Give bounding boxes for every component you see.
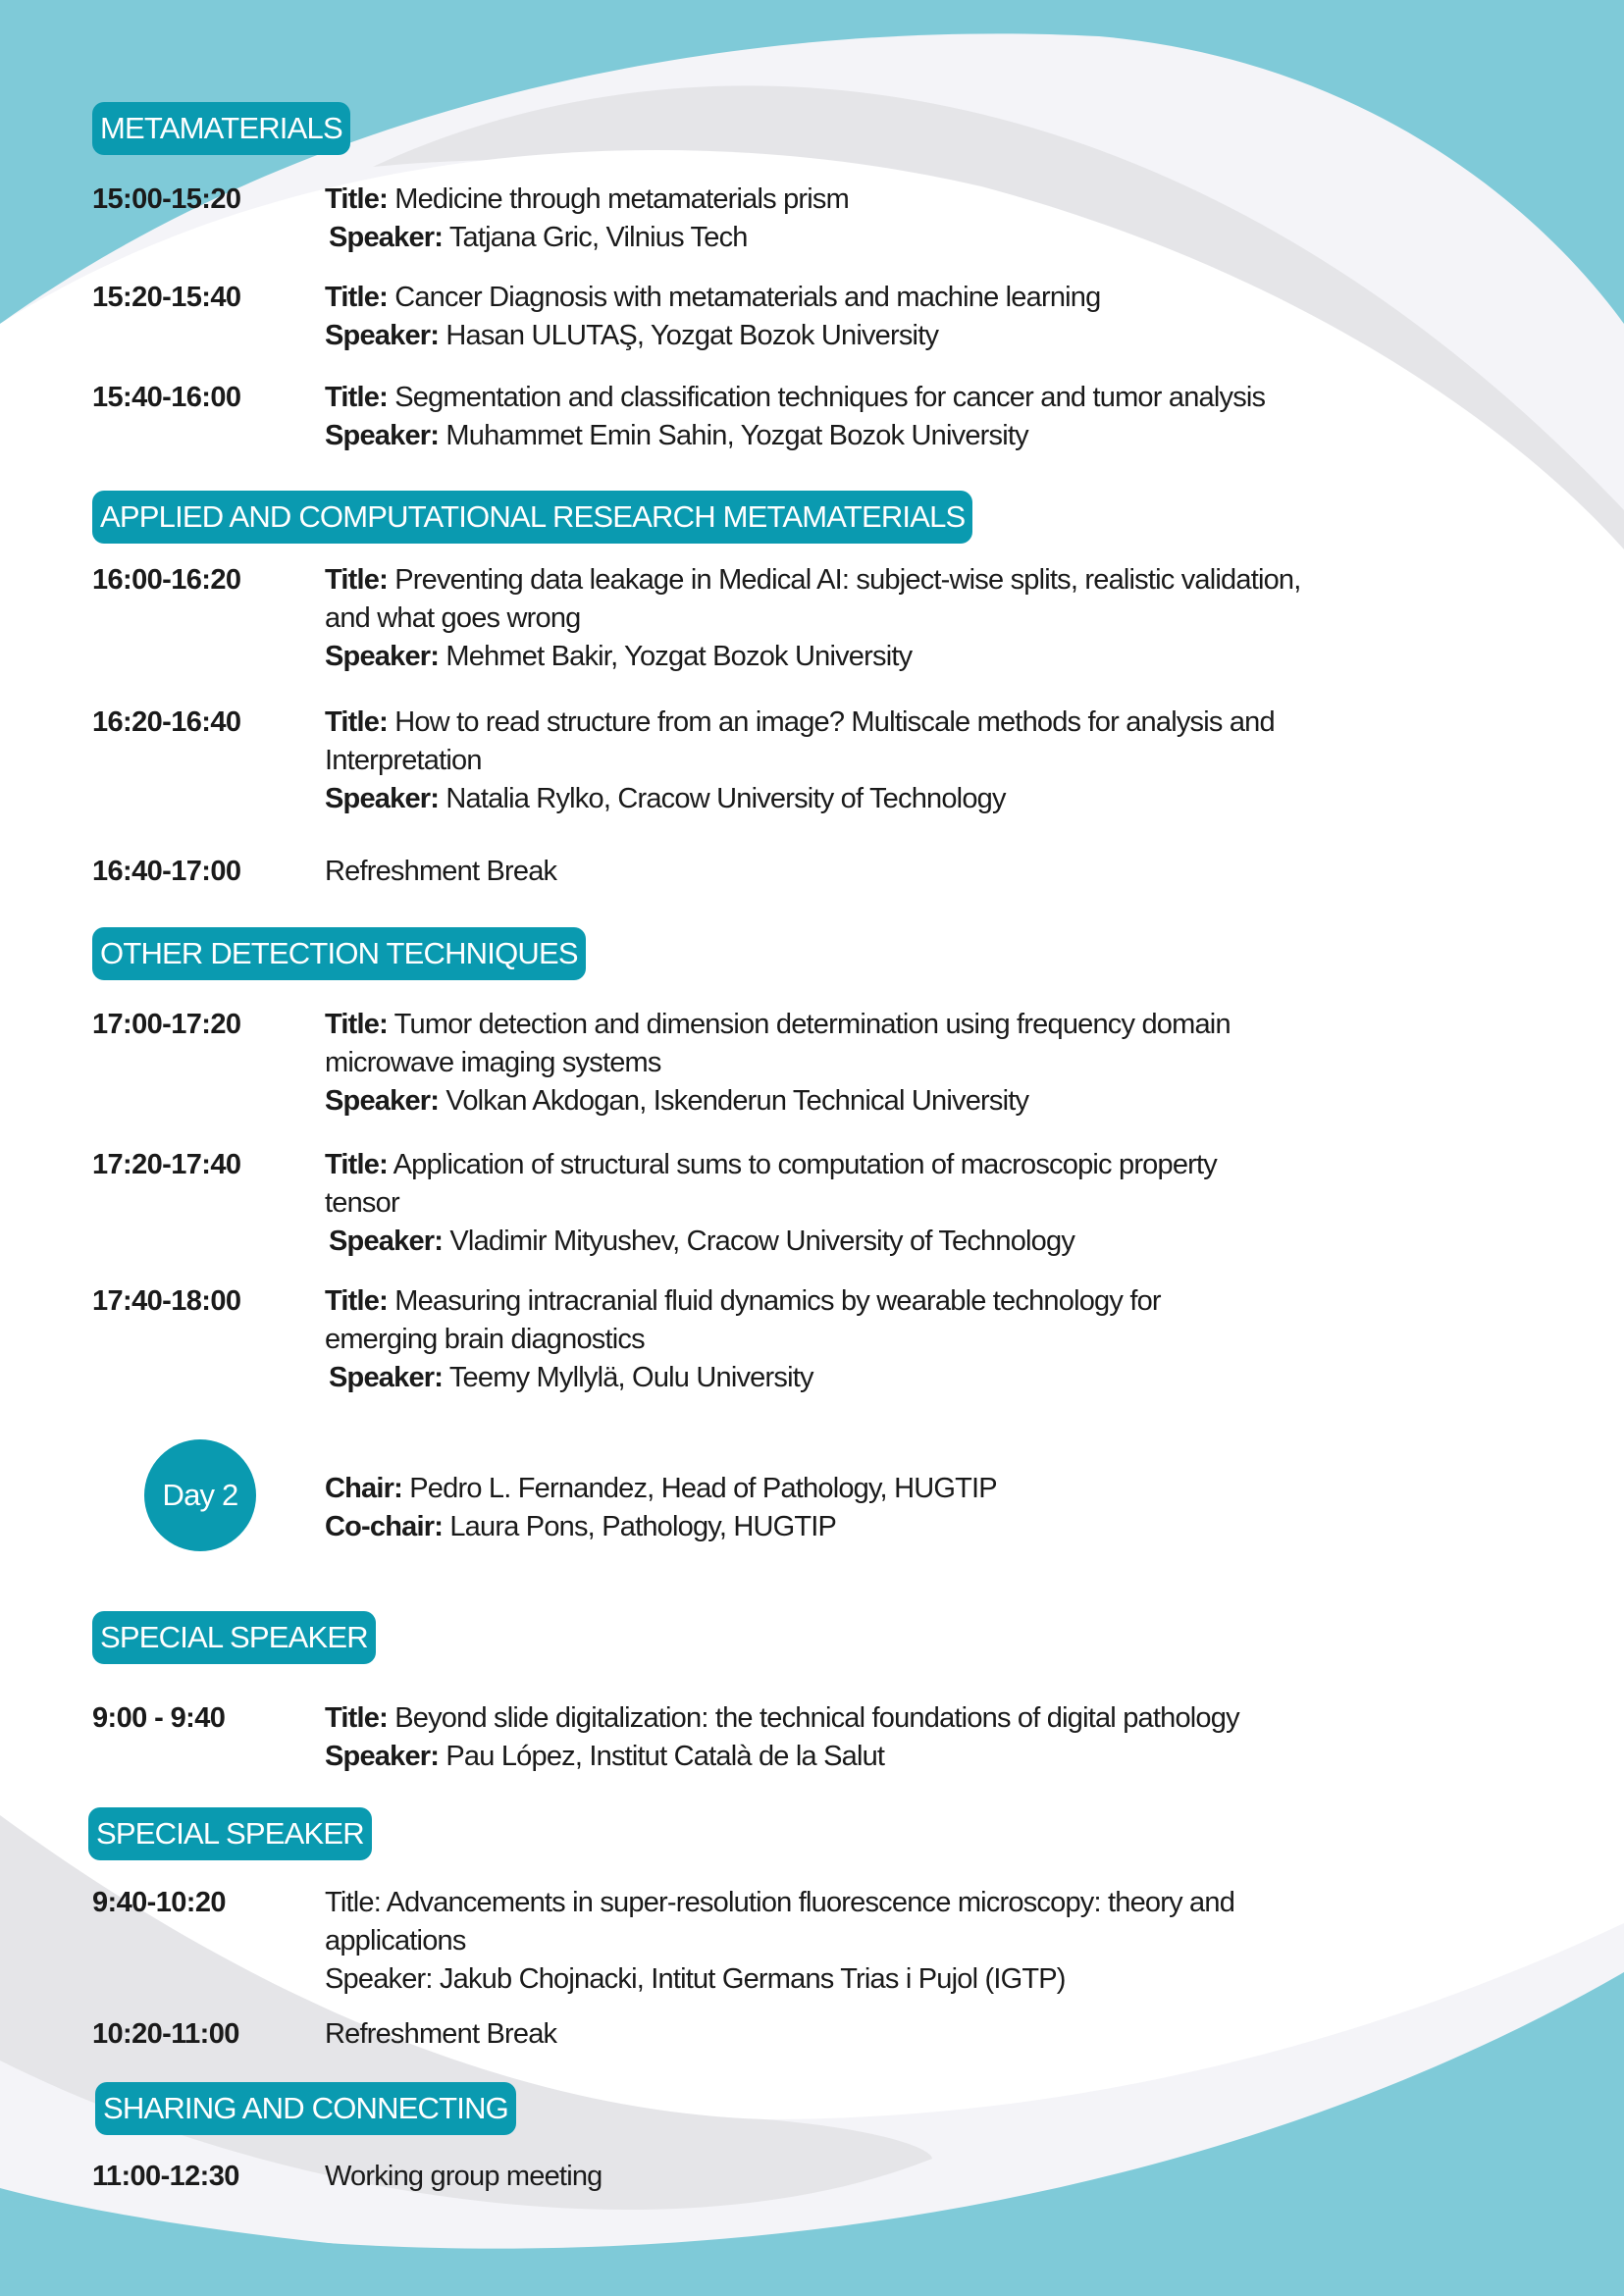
time-slot: 16:20-16:40: [92, 706, 241, 738]
speaker-name: Hasan ULUTAŞ, Yozgat Bozok University: [439, 320, 939, 351]
day-2-chairs: [325, 1470, 1591, 1546]
chair-label: Chair:: [325, 1473, 402, 1504]
chair-name: Pedro L. Fernandez, Head of Pathology, HUGTIP: [402, 1473, 997, 1504]
day-2-badge: Day 2: [144, 1439, 256, 1551]
cochair-name: Laura Pons, Pathology, HUGTIP: [443, 1511, 837, 1542]
speaker-label: Speaker:: [325, 641, 440, 672]
talk-details: [325, 1006, 1591, 1121]
talk-details: [325, 1699, 1591, 1776]
talk-details: [325, 1282, 1591, 1397]
speaker-label: Speaker:: [325, 420, 440, 451]
speaker-name: Natalia Rylko, Cracow University of Technology: [439, 783, 1006, 814]
talk-title: Measuring intracranial fluid dynamics by wearable technology for emerging brain diagnostics: [325, 1285, 1161, 1355]
speaker-label: Speaker:: [329, 222, 444, 253]
speaker-label: Speaker:: [325, 783, 440, 814]
title-label: Title:: [325, 1887, 381, 1918]
speaker-label: Speaker:: [325, 1741, 440, 1772]
title-label: Title:: [325, 282, 388, 313]
time-slot: 16:00-16:20: [92, 564, 241, 596]
talk-details: [325, 181, 1591, 257]
speaker-name: Jakub Chojnacki, Intitut Germans Trias i Pujol (IGTP): [432, 1963, 1066, 1995]
title-label: Title:: [325, 1149, 388, 1180]
speaker-name: Mehmet Bakir, Yozgat Bozok University: [439, 641, 913, 672]
speaker-name: Tatjana Gric, Vilnius Tech: [443, 222, 748, 253]
section-banner-sharing-connecting: SHARING AND CONNECTING: [95, 2082, 516, 2135]
time-slot: 11:00-12:30: [92, 2161, 239, 2192]
talk-details: [325, 561, 1591, 676]
title-label: Title:: [325, 1009, 388, 1040]
time-slot: 17:40-18:00: [92, 1285, 241, 1317]
time-slot: 16:40-17:00: [92, 856, 241, 887]
speaker-label: Speaker:: [329, 1362, 444, 1393]
speaker-label: Speaker:: [325, 320, 440, 351]
speaker-name: Teemy Myllylä, Oulu University: [443, 1362, 813, 1393]
speaker-label: Speaker:: [325, 1085, 440, 1117]
title-label: Title:: [325, 183, 388, 215]
talk-title: Beyond slide digitalization: the technical foundations of digital pathology: [387, 1702, 1239, 1734]
speaker-name: Muhammet Emin Sahin, Yozgat Bozok University: [439, 420, 1028, 451]
section-banner-special-speaker-2: SPECIAL SPEAKER: [88, 1807, 372, 1860]
talk-details: [325, 379, 1591, 455]
talk-title: How to read structure from an image? Multiscale methods for analysis and Interpretation: [325, 706, 1275, 776]
section-banner-metamaterials: METAMATERIALS: [92, 102, 350, 155]
talk-details: [325, 279, 1591, 355]
time-slot: 15:20-15:40: [92, 282, 241, 313]
time-slot: 15:00-15:20: [92, 183, 241, 215]
speaker-name: Pau López, Institut Català de la Salut: [439, 1741, 885, 1772]
talk-details: [325, 1884, 1591, 1999]
speaker-name: Vladimir Mityushev, Cracow University of Technology: [443, 1226, 1075, 1257]
break-text: Refreshment Break: [325, 2018, 557, 2050]
title-label: Title:: [325, 564, 388, 596]
title-label: Title:: [325, 382, 388, 413]
cochair-label: Co-chair:: [325, 1511, 444, 1542]
speaker-label: Speaker:: [325, 1963, 433, 1995]
title-label: Title:: [325, 706, 388, 738]
talk-details: [325, 1146, 1591, 1261]
time-slot: 10:20-11:00: [92, 2018, 239, 2050]
talk-title: Preventing data leakage in Medical AI: subject-wise splits, realistic validation, and what goes wrong: [325, 564, 1301, 634]
talk-title: Medicine through metamaterials prism: [387, 183, 849, 215]
talk-title: Advancements in super-resolution fluorescence microscopy: theory and applications: [325, 1887, 1235, 1957]
time-slot: 15:40-16:00: [92, 382, 241, 413]
talk-title: Application of structural sums to computation of macroscopic property tensor: [325, 1149, 1217, 1219]
section-banner-special-speaker: SPECIAL SPEAKER: [92, 1611, 376, 1664]
section-banner-other-detection: OTHER DETECTION TECHNIQUES: [92, 927, 586, 980]
activity-text: Working group meeting: [325, 2161, 602, 2192]
speaker-label: Speaker:: [329, 1226, 444, 1257]
title-label: Title:: [325, 1702, 388, 1734]
talk-title: Segmentation and classification techniques for cancer and tumor analysis: [387, 382, 1266, 413]
break-text: Refreshment Break: [325, 856, 557, 887]
time-slot: 9:00 - 9:40: [92, 1702, 226, 1734]
time-slot: 9:40-10:20: [92, 1887, 226, 1918]
speaker-name: Volkan Akdogan, Iskenderun Technical University: [439, 1085, 1029, 1117]
talk-title: Cancer Diagnosis with metamaterials and machine learning: [387, 282, 1101, 313]
talk-title: Tumor detection and dimension determination using frequency domain microwave imaging systems: [325, 1009, 1231, 1078]
time-slot: 17:20-17:40: [92, 1149, 241, 1180]
talk-details: [325, 704, 1591, 818]
title-label: Title:: [325, 1285, 388, 1317]
time-slot: 17:00-17:20: [92, 1009, 241, 1040]
section-banner-applied-computational: APPLIED AND COMPUTATIONAL RESEARCH METAMATERIALS: [92, 491, 972, 544]
